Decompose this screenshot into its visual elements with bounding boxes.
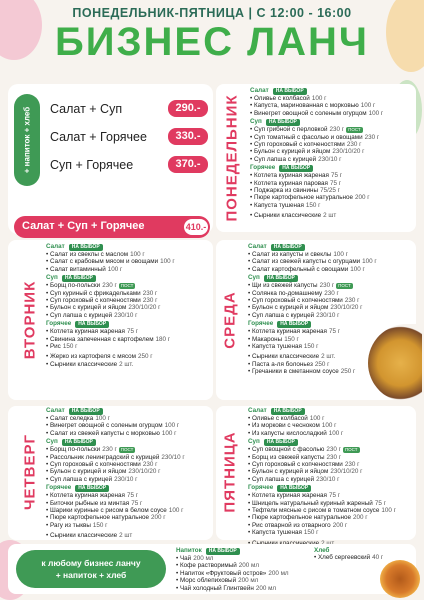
menu-item: • Из капусты кислосладкий 100 г — [248, 430, 414, 437]
section-heading: Горячее НА ВЫБОР — [248, 320, 414, 328]
menu-item: • Сырники классические 2 шт. — [248, 353, 414, 360]
lent-tag: ПОСТ — [344, 447, 358, 453]
item-weight: 230 г — [324, 289, 339, 297]
menu-item: • Котлета куриная жареная 75 г — [250, 172, 414, 179]
menu-item: • Капуста тушеная 150 г — [250, 202, 414, 209]
choice-tag: НА ВЫБОР — [279, 165, 313, 172]
menu-thursday — [46, 406, 210, 540]
lent-tag: ПОСТ — [348, 127, 361, 133]
item-weight: 180 г — [155, 335, 171, 343]
combo-row — [50, 156, 210, 174]
menu-item: • Салат из свежей капусты с морковью 100 г — [46, 430, 210, 437]
menu-item: • Сырники классические 2 шт — [46, 532, 210, 539]
menu-item: • Хлеб сергеевский 40 г — [314, 554, 384, 561]
menu-item: • Напиток «Фруктовый остров» 200 мл — [176, 570, 306, 577]
section-heading: Горячее НА ВЫБОР — [46, 320, 210, 328]
menu-item: • Оливье с колбасой 100 г — [250, 95, 414, 102]
menu-item: • Поджарка из свинины 75/25 г — [250, 187, 414, 194]
section-heading: Салат НА ВЫБОР — [250, 87, 414, 95]
menu-item: • Суп гороховый с копченостями 230 г — [250, 141, 414, 148]
item-weight: 230/10/20 г — [332, 148, 365, 156]
menu-item: • Сырники классические 2 шт. — [46, 361, 210, 368]
menu-item: • Суп куриный с фрикадельками 230 г — [46, 290, 210, 297]
choice-tag: НА ВЫБОР — [271, 244, 305, 251]
menu-item: • Суп лапша с курицей 230/10 г — [248, 476, 414, 483]
item-weight: 230/10 г — [114, 311, 138, 319]
combo-price: 290.- — [168, 100, 208, 117]
combo-row — [50, 100, 210, 118]
menu-item: • Капуста тушеная 150 г — [248, 343, 414, 350]
day-label-wednesday: СРЕДА — [221, 291, 239, 349]
menu-item: • Морс облепиховый 200 мл — [176, 577, 306, 584]
day-label-friday: ПЯТНИЦА — [221, 431, 239, 513]
choice-tag: НА ВЫБОР — [273, 88, 307, 95]
menu-item: • Суп лапша с курицей 230/10 г — [46, 312, 210, 319]
item-weight: 100 г — [360, 102, 376, 110]
choice-tag: НА ВЫБОР — [75, 321, 109, 328]
menu-item: • Кофе растворимый 200 мл — [176, 562, 306, 569]
item-weight: 2 шт. — [119, 360, 134, 368]
item-weight: 100 г — [107, 265, 123, 273]
menu-item: • Бульон с курицей и яйцом 230/10/20 г — [248, 304, 414, 311]
item-weight: 150 г — [284, 335, 299, 343]
item-weight: 230 г — [102, 282, 117, 290]
menu-item: • Биточки рыбные из минтая 75 г — [46, 500, 210, 507]
section-heading: Салат НА ВЫБОР — [248, 243, 414, 251]
combo-full-pill — [14, 216, 210, 238]
lent-tag: ПОСТ — [120, 447, 134, 453]
item-weight: 230/10/20 г — [128, 304, 161, 312]
menu-item: • Салат селедка 100 г — [46, 415, 210, 422]
item-weight: 230 г — [344, 461, 360, 469]
menu-item: • Бульон с курицей и яйцом 230/10/20 г — [248, 468, 414, 475]
drinks-list — [176, 546, 306, 592]
item-weight: 230 г — [364, 133, 380, 141]
item-weight: 100 г — [309, 415, 325, 422]
section-heading: Салат НА ВЫБОР — [46, 407, 210, 415]
item-weight: 230/10 г — [316, 311, 340, 319]
item-weight: 230 г — [346, 141, 362, 149]
menu-item: • Паста а-ля болоньез 250 г — [248, 361, 414, 368]
item-weight: 2 шт. — [321, 353, 336, 361]
item-weight: 150 г — [303, 343, 319, 351]
section-heading: Суп НА ВЫБОР — [248, 274, 414, 282]
item-weight: 75/25 г — [320, 187, 340, 195]
section-heading: Суп НА ВЫБОР — [46, 274, 210, 282]
section-heading: Салат НА ВЫБОР — [248, 407, 414, 415]
section-heading: Суп НА ВЫБОР — [250, 118, 414, 126]
item-weight: 100 г — [362, 258, 377, 266]
choice-tag: НА ВЫБОР — [277, 321, 311, 328]
menu-item: • Солянка по-домашнему 230 г — [248, 290, 414, 297]
item-weight: 75 г — [329, 179, 342, 187]
item-weight: 230 г — [142, 297, 158, 305]
menu-item: • Макароны 150 г — [248, 336, 414, 343]
menu-item: • Рагу из тыквы 150 г — [46, 522, 210, 529]
menu-item: • Чай холодный Глинтвейн 200 мл — [176, 585, 306, 592]
item-weight: 75 г — [131, 499, 143, 507]
menu-item: • Котлета куриная жареная 75 г — [248, 492, 414, 499]
item-weight: 75 г — [328, 328, 341, 336]
item-weight: 100 г — [95, 415, 110, 422]
item-weight: 230 г — [344, 297, 360, 305]
item-weight: 230/10/20 г — [330, 304, 363, 312]
choice-tag: НА ВЫБОР — [69, 408, 103, 415]
item-weight: 2 шт — [323, 212, 337, 220]
section-heading: Суп НА ВЫБОР — [46, 438, 210, 446]
menu-item: • Бульон с курицей и яйцом 230/10/20 г — [46, 304, 210, 311]
item-weight: 75 г — [330, 172, 343, 180]
item-weight: 100 г — [164, 422, 180, 430]
menu-item: • Салат из свежей капусты с огурцами 100 г — [248, 258, 414, 265]
item-weight: 75 г — [374, 499, 386, 507]
item-weight: 230 г — [142, 289, 158, 297]
menu-item: • Из моркови с чесноком 100 г — [248, 422, 414, 429]
day-label-monday: ПОНЕДЕЛЬНИК — [223, 94, 241, 222]
combo-label: Суп + Горячее — [50, 158, 134, 172]
menu-item: • Салат картофельный с овощами 100 г — [248, 266, 414, 273]
choice-tag: НА ВЫБОР — [277, 485, 311, 492]
menu-item: • Бульон с курицей и яйцом 230/10/20 г — [46, 468, 210, 475]
item-weight: 230/10/20 г — [128, 468, 161, 476]
menu-item: • Оливье с колбасой 100 г — [248, 415, 414, 422]
menu-item: • Котлета куриная жареная 75 г — [46, 328, 210, 335]
item-weight: 200 мл — [238, 577, 259, 585]
menu-tuesday — [46, 242, 210, 368]
choice-tag: НА ВЫБОР — [69, 244, 103, 251]
item-weight: 230/10 г — [316, 475, 340, 483]
item-weight: 200 г — [353, 514, 368, 522]
combo-full-label: Салат + Суп + Горячее — [22, 220, 145, 232]
schedule-text: ПОНЕДЕЛЬНИК-ПЯТНИЦА | С 12:00 - 16:00 — [72, 6, 352, 20]
menu-item: • Пюре картофельное натуральное 200 г — [250, 194, 414, 201]
item-weight: 230 г — [326, 453, 342, 461]
menu-item: • Котлета куриная жареная 75 г — [46, 492, 210, 499]
menu-item: • Щи из свежей капусты 230 г ПОСТ — [248, 282, 414, 289]
menu-item: • Суп гороховый с копченостями 230 г — [46, 297, 210, 304]
item-weight: 250 г — [314, 360, 330, 368]
item-weight: 200 г — [151, 514, 166, 522]
menu-item: • Суп томатный с фасолью и овощами 230 г — [250, 134, 414, 141]
menu-item: • Сырники классические 2 шт — [250, 212, 414, 219]
menu-item: • Салат из свеклы с маслом 100 г — [46, 251, 210, 258]
bottom-note-line: к любому бизнес ланчу — [41, 558, 141, 568]
menu-item: • Жерко из картофеля с мясом 250 г — [46, 353, 210, 360]
item-weight: 250 г — [138, 353, 153, 361]
bottom-note-line: + напиток + хлеб — [55, 570, 127, 580]
section-heading: Горячее НА ВЫБОР — [250, 164, 414, 172]
choice-tag: НА ВЫБОР — [62, 439, 96, 446]
menu-item: • Рассольник ленинградский с курицей 230/10 г — [46, 454, 210, 461]
choice-tag: НА ВЫБОР — [264, 439, 298, 446]
item-weight: 250 г — [340, 368, 356, 376]
menu-item: • Суп гороховый с копченостями 230 г — [248, 297, 414, 304]
menu-monday — [250, 86, 414, 220]
menu-item: • Суп лапша с курицей 230/10 г — [250, 156, 414, 163]
menu-item: • Капуста, маринованная с морковью 100 г — [250, 102, 414, 109]
lent-tag: ПОСТ — [338, 283, 351, 289]
menu-item: • Суп лапша с курицей 230/10 г — [46, 476, 210, 483]
section-heading: Горячее НА ВЫБОР — [248, 484, 414, 492]
bread-list — [314, 546, 384, 562]
menu-item: • Чай 200 мл — [176, 555, 306, 562]
item-weight: 100 г — [350, 265, 365, 273]
combo-price: 330.- — [168, 128, 208, 145]
item-weight: 230 г — [329, 126, 345, 134]
menu-item: • Тефтели мясные с рисом в томатном соусе 100 г — [248, 507, 414, 514]
item-weight: 200 мл — [255, 584, 277, 592]
choice-tag: НА ВЫБОР — [266, 119, 300, 126]
item-weight: 230/10 г — [161, 453, 185, 461]
section-heading: Салат НА ВЫБОР — [46, 243, 210, 251]
item-weight: 200 г — [332, 521, 348, 529]
item-weight: 230 г — [102, 446, 117, 454]
combo-label: Салат + Суп — [50, 102, 123, 116]
item-weight: 40 г — [372, 554, 384, 562]
choice-tag: НА ВЫБОР — [62, 275, 96, 282]
item-weight: 150 г — [303, 529, 319, 537]
menu-item: • Гречаники в сметанном соусе 250 г — [248, 368, 414, 375]
menu-item: • Пюре картофельное натуральное 200 г — [248, 514, 414, 521]
item-weight: 150 г — [305, 201, 321, 209]
menu-item: • Суп овощной с фасолью 230 г ПОСТ — [248, 446, 414, 453]
menu-item: • Салат витаминный 100 г — [46, 266, 210, 273]
menu-item: • Пюре картофельное натуральное 200 г — [46, 514, 210, 521]
menu-item: • Винегрет овощной с соленым огурцом 100 г — [250, 110, 414, 117]
item-weight: 75 г — [126, 492, 139, 500]
item-weight: 100 г — [333, 251, 348, 258]
menu-item: • Борщ по-польски 230 г ПОСТ — [46, 282, 210, 289]
menu-item: • Винегрет овощной с соленым огурцом 100 г — [46, 422, 210, 429]
item-weight: 200 г — [355, 194, 370, 202]
item-weight: 200 мл — [268, 569, 289, 577]
menu-item: • Свинина запеченная с картофелем 180 г — [46, 336, 210, 343]
choice-tag: НА ВЫБОР — [75, 485, 109, 492]
item-weight: 230/10 г — [114, 475, 138, 483]
item-weight: 2 шт — [119, 532, 133, 540]
tea-cup-image — [380, 560, 420, 598]
item-weight: 150 г — [92, 521, 108, 529]
menu-item: • Суп лапша с курицей 230/10 г — [248, 312, 414, 319]
combo-side-note: + напиток + хлеб — [22, 106, 32, 174]
day-label-tuesday: ВТОРНИК — [21, 280, 39, 360]
item-weight: 100 г — [130, 251, 145, 258]
item-weight: 100 г — [381, 507, 396, 515]
item-weight: 100 г — [311, 95, 327, 102]
combo-full-price: 410.- — [184, 219, 208, 235]
combo-row — [50, 128, 210, 146]
combo-label: Салат + Горячее — [50, 130, 147, 144]
item-weight: 100 г — [161, 429, 177, 437]
menu-item: • Борщ из свежей капусты 230 г — [248, 454, 414, 461]
menu-item: • Шницель натуральный куриный жареный 75 г — [248, 500, 414, 507]
menu-item: • Суп гороховый с копченостями 230 г — [46, 461, 210, 468]
day-label-thursday: ЧЕТВЕРГ — [21, 433, 39, 511]
item-weight: 100 г — [321, 422, 337, 430]
item-weight: 75 г — [328, 492, 341, 500]
menu-item: • Рис 150 г — [46, 343, 210, 350]
item-weight: 100 г — [168, 507, 184, 515]
section-heading: Суп НА ВЫБОР — [248, 438, 414, 446]
page-title: БИЗНЕС ЛАНЧ — [54, 20, 370, 64]
choice-tag: НА ВЫБОР — [271, 408, 305, 415]
choice-tag: НА ВЫБОР — [206, 548, 240, 555]
item-weight: 200 мл — [193, 555, 214, 562]
section-heading: Напиток НА ВЫБОР — [176, 547, 306, 555]
menu-item: • Капуста тушеная 150 г — [248, 529, 414, 536]
section-heading: Хлеб — [314, 547, 330, 554]
menu-item: • Рис отварной из отварного 200 г — [248, 522, 414, 529]
menu-item: • Шарики куриные с рисом в белом соусе 100 г — [46, 507, 210, 514]
item-weight: 230/10 г — [318, 155, 342, 163]
item-weight: 230 г — [142, 461, 158, 469]
menu-item: • Салат из капусты и свеклы 100 г — [248, 251, 414, 258]
item-weight: 230 г — [326, 446, 341, 454]
menu-item: • Котлета куриная паровая 75 г — [250, 180, 414, 187]
item-weight: 230 г — [319, 282, 335, 290]
section-heading: Горячее НА ВЫБОР — [46, 484, 210, 492]
item-weight: 100 г — [160, 258, 175, 266]
item-weight: 75 г — [126, 328, 139, 336]
menu-item: • Суп гороховый с копченостями 230 г — [248, 461, 414, 468]
menu-item: • Котлета куриная жареная 75 г — [248, 328, 414, 335]
lent-tag: ПОСТ — [120, 283, 134, 289]
combo-price: 370.- — [168, 156, 208, 173]
menu-item: • Суп грибной с перловкой 230 г ПОСТ — [250, 126, 414, 133]
item-weight: 100 г — [328, 429, 344, 437]
menu-item: • Салат с крабовым мясом и овощами 100 г — [46, 258, 210, 265]
menu-friday — [248, 406, 414, 547]
menu-item: • Борщ по-польски 230 г ПОСТ — [46, 446, 210, 453]
bottom-note-pill — [16, 550, 166, 588]
item-weight: 200 мл — [238, 562, 260, 570]
item-weight: 100 г — [368, 109, 384, 117]
menu-item: • Бульон с курицей и яйцом 230/10/20 г — [250, 148, 414, 155]
item-weight: 230/10/20 г — [330, 468, 363, 476]
item-weight: 150 г — [62, 343, 78, 351]
choice-tag: НА ВЫБОР — [264, 275, 298, 282]
